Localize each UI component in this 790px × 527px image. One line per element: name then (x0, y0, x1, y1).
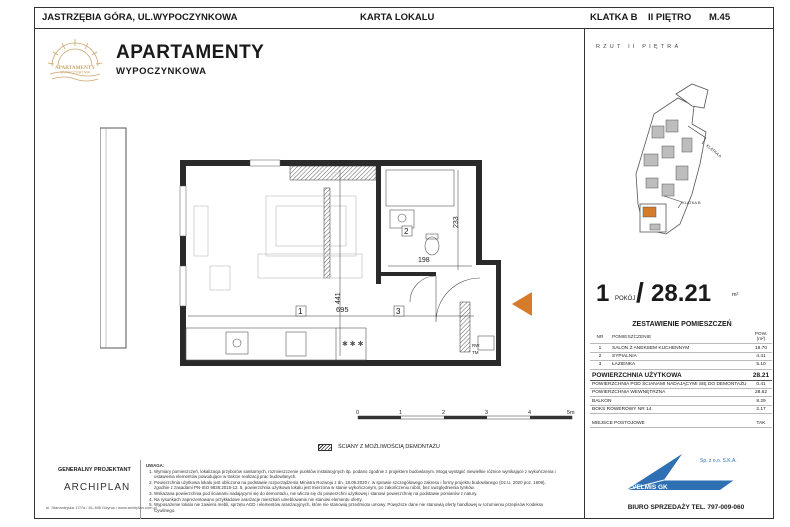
hatch-swatch (318, 444, 332, 451)
designer-label: GENERALNY PROJEKTANT (58, 467, 131, 473)
table-row: MIEJSCE POSTOJOWE TAK (590, 420, 772, 428)
svg-text:1: 1 (399, 410, 403, 416)
svg-text:✱ ✱ ✱: ✱ ✱ ✱ (342, 341, 364, 348)
dim-bath-width: 198 (418, 257, 430, 264)
floor-label: II PIĘTRO (648, 12, 692, 23)
svg-text:4: 4 (528, 410, 532, 416)
notes (146, 463, 562, 513)
rooms-table (590, 331, 772, 428)
total-row: POWIERZCHNIA UŻYTKOWA 28.21 (590, 369, 772, 380)
rooms-table-title: ZESTAWIENIE POMIESZCZEŃ (632, 321, 732, 328)
sun-logo-icon (44, 36, 106, 84)
note-item: 3. Wskazana powierzchnia pod ścianami nadającymi się do demontażu, nie wlicza się do powierzchni użytkowej i stanowi powierzchnię na podstawie pomiarów z natury. (154, 491, 562, 497)
table-row: POWIERZCHNIA POD ŚCIANAMI NADAJĄCYMI SIĘ DO DEMONTAŻU 0.41 (590, 380, 772, 388)
scale-labels (356, 410, 575, 416)
room-label-2: 2 (404, 227, 409, 236)
dim-height: 441 (335, 292, 342, 304)
area-summary (596, 277, 766, 308)
svg-text:5m: 5m (567, 410, 575, 416)
key-plan (596, 54, 766, 264)
table-row: BOKS ROWEROWY NR 14 2.17 (590, 405, 772, 413)
room-label-1: 1 (298, 307, 303, 316)
brand-subtitle: WYPOCZYNKOWA (116, 66, 207, 77)
area-unit: m² (732, 292, 739, 298)
note-item: 2. Powierzchnia użytkowa lokalu jest obliczona na podstawie rozporządzenia Ministra Rozwoju z dn. 18.09.2020 r. w sprawie szczegółowego zakresu i formy projektu budowlanego (Dz.U. 2020 poz. 1609), zgodnie z zasadami PN-ISO 9836:2015-12. 5, powierzchnia użytkowa lokalu jest mierzona w stanie wykończonym, po zakończeniu robót, bez uwzględnienia tynków. (154, 480, 562, 491)
designer-name: ARCHIPLAN (64, 482, 131, 493)
dim-bath-height: 233 (453, 216, 460, 228)
svg-text:KLATKA B: KLATKA B (682, 200, 701, 205)
note-item: 5. Wyposażenie lokalu nie zawiera mebli, sprzętu AGD i elementów aranżacyjnych, które nie stanowią przedmiotu umowy. Powyższe dane nie stanowią oferty handlowej w rozumieniu przepisów Kodeksu Cywilnego. (154, 502, 562, 513)
svg-text:0: 0 (356, 410, 360, 416)
balcony (100, 128, 126, 348)
unit-number: M.45 (709, 12, 731, 23)
rooms-count: 1 (596, 280, 610, 307)
table-row: 3 ŁAZIENKA 5.10 (590, 361, 772, 369)
furniture (194, 196, 362, 290)
svg-text:Sp. z o.o. S.K.A.: Sp. z o.o. S.K.A. (700, 458, 737, 464)
table-header-row: NR POMIESZCZENIE POW. (m²) (590, 331, 772, 344)
total-area: 28.21 (651, 280, 712, 307)
legend-label: ŚCIANY Z MOŻLIWOŚCIĄ DEMONTAŻU (338, 444, 440, 450)
floor-plan (100, 126, 580, 426)
designer-address: ul. Starowiejska 17/7a / 81-356 Gdynia / www.archiplan.com.pl (46, 505, 157, 510)
demolish-wall (290, 166, 376, 180)
klatka-label: KLATKA B (590, 12, 638, 23)
rw-label: RW (472, 343, 480, 348)
room-label-3: 3 (396, 307, 401, 316)
scale-bar (358, 416, 572, 419)
footer-divider (140, 460, 141, 519)
svg-text:APARTAMENTY: APARTAMENTY (55, 65, 95, 71)
svg-text:VELMIS GK: VELMIS GK (632, 484, 668, 491)
svg-text:2: 2 (442, 410, 446, 416)
tm-label: TM (472, 350, 479, 355)
svg-text:3: 3 (485, 410, 489, 416)
bathroom-fixtures (386, 170, 454, 302)
rooms-label: POKÓJ (615, 296, 636, 302)
key-plan-label: RZUT II PIĘTRA (596, 44, 682, 50)
developer-logo (616, 450, 740, 500)
dim-width: 695 (336, 305, 349, 314)
slash-separator: / (636, 277, 644, 308)
note-item: 4. Na rysunkach zaprezentowano przykładowe aranżacje mieszkań umeblowanie nie stanowi elementu oferty. (154, 497, 562, 503)
table-row: BALKON 8.29 (590, 397, 772, 405)
kitchen-counter (186, 328, 366, 360)
sales-phone: BIURO SPRZEDAŻY TEL. 797-009-060 (627, 504, 745, 511)
entrance-arrow-icon (512, 292, 532, 316)
notes-title: UWAGA: (146, 463, 165, 468)
note-item: 1. Wymiary pomieszczeń, lokalizacja przyborów sanitarnych, rozmieszczenie punktów instalacyjnych itp. podano zgodnie z projektem budowlanym. Mogą wystąpić niewielkie różnice wynikające z wykończenia i ustawienia elementów powodujące w trakcie realizacji prac budowlanych. (154, 469, 562, 480)
table-row: 1 SALON Z ANEKSEM KUCHENNYM 18.70 (590, 344, 772, 352)
unit-highlight (643, 207, 656, 217)
card-title: KARTA LOKALU (360, 12, 435, 23)
address: JASTRZĘBIA GÓRA, UL.WYPOCZYNKOWA (42, 12, 238, 23)
table-row: 2 SYPIALNIA 4.41 (590, 352, 772, 360)
svg-text:KLATKA A: KLATKA A (705, 142, 723, 159)
header-bar (34, 7, 774, 29)
svg-text:WYPOCZYNKOWA: WYPOCZYNKOWA (60, 70, 90, 75)
table-row: POWIERZCHNIA WEWNĘTRZNA 28.62 (590, 389, 772, 397)
brand-name: APARTAMENTY (116, 42, 265, 63)
